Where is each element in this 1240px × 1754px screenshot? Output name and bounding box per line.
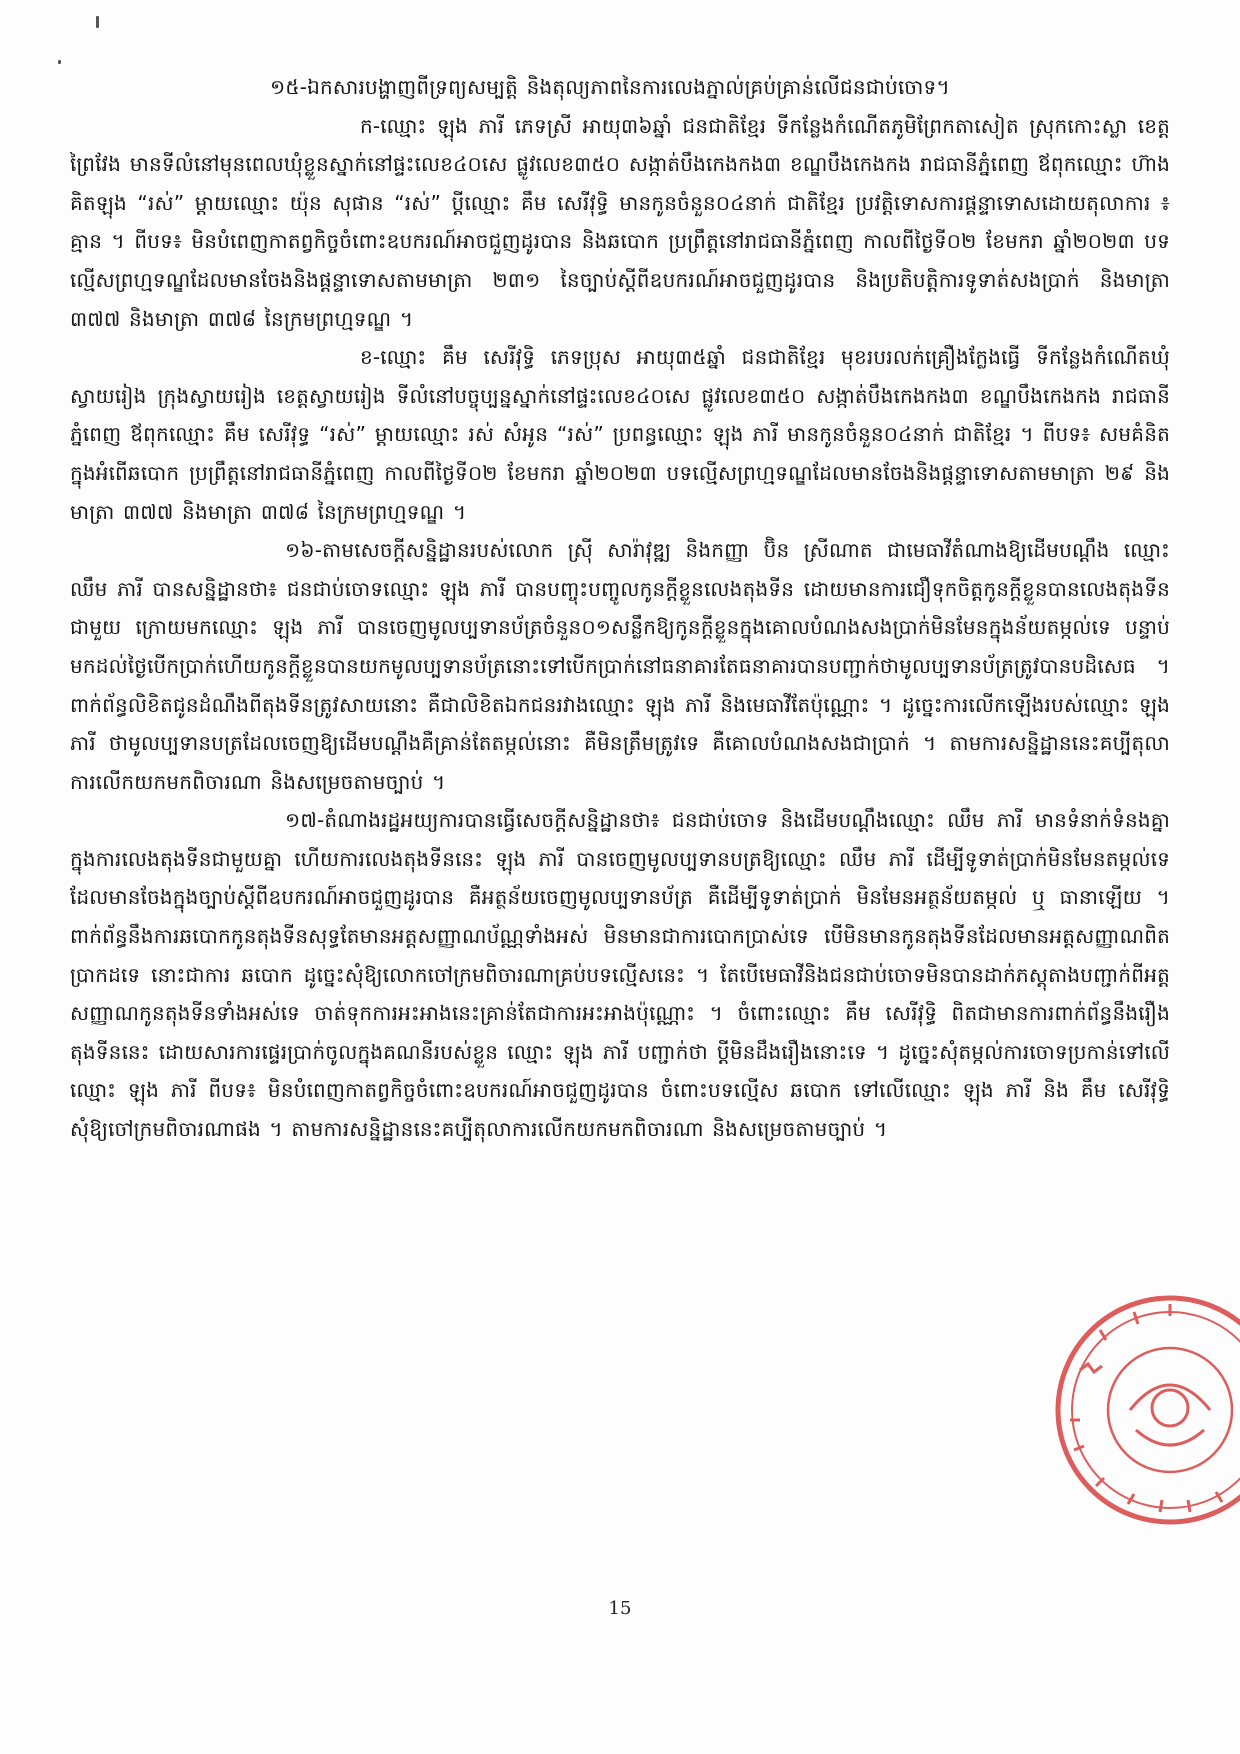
official-seal-stamp: [1040, 1290, 1240, 1530]
paragraph-15-heading: ១៥-ឯកសារបង្ហាញពីទ្រព្យសម្បត្តិ និងតុល្យភាពនៃការលេងភ្នាល់គ្រប់គ្រាន់លើជនជាប់ចោទ។: [270, 75, 950, 99]
paragraph-17: ១៧-តំណាងរដ្ឋអយ្យការបានធ្វើសេចក្តីសន្និដ្ឋានថា៖ ជនជាប់ចោទ និងដើមបណ្តឹងឈ្មោះ ឈឹម ភារី មានទំនាក់ទំនងគ្នាក្នុងការលេងតុងទីនជាមួយគ្នា ហើយការលេងតុងទីននេះ ឡុង ភារី បានចេញមូលប្បទានបត្រឱ្យឈ្មោះ ឈឹម ភារី ដើម្បីទូទាត់ប្រាក់មិនមែនតម្កល់ទេ ដែលមានចែងក្នុងច្បាប់ស្តីពីឧបករណ៍អាចជួញដូរបាន គឺអត្ថន័យចេញមូលប្បទានប័ត្រ គឺដើម្បីទូទាត់ប្រាក់ មិនមែនអត្ថន័យតម្កល់ ឬ ធានាឡើយ ។ ពាក់ព័ន្ធនឹងការឆបោកកូនតុងទីនសុទ្ធតែមានអត្តសញ្ញាណប័ណ្ណទាំងអស់ មិនមានជាការបោកប្រាស់ទេ បើមិនមានកូនតុងទីនដែលមានអត្តសញ្ញាណពិតប្រាកដទេ នោះជាការ ឆបោក ដូច្នេះសុំឱ្យលោកចៅក្រមពិចារណាគ្រប់បទល្មើសនេះ ។ តែបើមេធាវីនិងជនជាប់ចោទមិនបានដាក់ភស្តុតាងបញ្ជាក់ពីអត្តសញ្ញាណកូនតុងទីនទាំងអស់ទេ ចាត់ទុកការអះអាងនេះគ្រាន់តែជាការអះអាងប៉ុណ្ណោះ ។ ចំពោះឈ្មោះ គឹម សេរីវុទ្ធិ ពិតជាមានការពាក់ព័ន្ធនឹងរឿងតុងទីននេះ ដោយសារការផ្ទេរប្រាក់ចូលក្នុងគណនីរបស់ខ្លួន ឈ្មោះ ឡុង ភារី បញ្ជាក់ថា ប្តីមិនដឹងរឿងនោះទេ ។ ដូច្នេះសុំតម្កល់ការចោទប្រកាន់ទៅលើឈ្មោះ ឡុង ភារី ពីបទ៖ មិនបំពេញកាតព្វកិច្ចចំពោះឧបករណ៍អាចជួញដូរបាន ចំពោះបទល្មើស ឆបោក ទៅលើឈ្មោះ ឡុង ភារី និង គឹម សេរីវុទ្ធិ សុំឱ្យចៅក្រមពិចារណាផង ។ តាមការសន្និដ្ឋាននេះគប្បីតុលាការលើកយកមកពិចារណា និងសម្រេចតាមច្បាប់ ។: [70, 808, 1170, 1142]
paragraph-15b: ខ-ឈ្មោះ គឹម សេរីវុទ្ធិ ភេទប្រុស អាយុ៣៥ឆ្នាំ ជនជាតិខ្មែរ មុខរបរលក់គ្រឿងក្លែងធ្វើ ទីកន្លែងកំណើតឃុំ ស្វាយរៀង ក្រុងស្វាយរៀង ខេត្តស្វាយរៀង ទីលំនៅបច្ចុប្បន្នស្នាក់នៅផ្ទះលេខ៤០សេ ផ្លូវលេខ៣៥០ សង្កាត់បឹងកេងកង៣ ខណ្ឌបឹងកេងកង រាជធានីភ្នំពេញ ឪពុកឈ្មោះ គឹម សេរីវុទ្ធ “រស់” ម្ដាយឈ្មោះ រស់ សំអូន “រស់” ប្រពន្ធឈ្មោះ ឡុង ភារី មានកូនចំនួន០៤នាក់ ជាតិខ្មែរ ។ ពីបទ៖ សមគំនិតក្នុងអំពើឆបោក ប្រព្រឹត្តនៅរាជធានីភ្នំពេញ កាលពីថ្ងៃទី០២ ខែមករា ឆ្នាំ២០២៣ បទល្មើសព្រហ្មទណ្ឌដែលមានចែងនិងផ្តន្ទាទោសតាមមាត្រា ២៩ និងមាត្រា ៣៧៧ និងមាត្រា ៣៧៨ នៃក្រមព្រហ្មទណ្ឌ ។: [70, 345, 1170, 524]
scan-mark: [96, 16, 99, 28]
scan-mark: [58, 60, 61, 64]
paragraph-16: ១៦-តាមសេចក្តីសន្និដ្ឋានរបស់លោក ស្រ៊ី សារ៉ាវុឌ្ឍ និងកញ្ញា ប៊ិន ស្រីណាត ជាមេធាវីតំណាងឱ្យដើមបណ្តឹង ឈ្មោះ ឈឹម ភារី បានសន្និដ្ឋានថា៖ ជនជាប់ចោទឈ្មោះ ឡុង ភារី បានបញ្ចុះបញ្ចូលកូនក្តីខ្លួនលេងតុងទីន ដោយមានការជឿទុកចិត្តកូនក្តីខ្លួនបានលេងតុងទីនជាមួយ ក្រោយមកឈ្មោះ ឡុង ភារី បានចេញមូលប្បទានប័ត្រចំនួន០១សន្លឹកឱ្យកូនក្តីខ្លួនក្នុងគោលបំណងសងប្រាក់មិនមែនក្នុងន័យតម្កល់ទេ បន្ទាប់មកដល់ថ្ងៃបើកប្រាក់ហើយកូនក្តីខ្លួនបានយកមូលប្បទានប័ត្រនោះទៅបើកប្រាក់នៅធនាគារតែធនាគារបានបញ្ជាក់ថាមូលប្បទានប័ត្រត្រូវបានបដិសេធ ។ ពាក់ព័ន្ធលិខិតជូនដំណឹងពីតុងទីនត្រូវសាយនោះ គឺជាលិខិតឯកជនរវាងឈ្មោះ ឡុង ភារី និងមេធាវីតែប៉ុណ្ណោះ ។ ដូច្នេះការលើកឡើងរបស់ឈ្មោះ ឡុង ភារី ថាមូលប្បទានបត្រដែលចេញឱ្យដើមបណ្តឹងគឺគ្រាន់តែតម្កល់នោះ គឺមិនត្រឹមត្រូវទេ គឺគោលបំណងសងជាប្រាក់ ។ តាមការសន្និដ្ឋាននេះគប្បីតុលាការលើកយកមកពិចារណា និងសម្រេចតាមច្បាប់ ។: [70, 538, 1170, 794]
paragraph-15a: ក-ឈ្មោះ ឡុង ភារី ភេទស្រី អាយុ៣៦ឆ្នាំ ជនជាតិខ្មែរ ទីកន្លែងកំណើតភូមិព្រែកតាសៀត ស្រុកកោះស្លា ខេត្តព្រៃវែង មានទីលំនៅមុនពេលឃុំខ្លួនស្នាក់នៅផ្ទះលេខ៤០សេ ផ្លូវលេខ៣៥០ សង្កាត់បឹងកេងកង៣ ខណ្ឌបឹងកេងកង រាជធានីភ្នំពេញ ឪពុកឈ្មោះ ហ៊ាង គិតឡុង “រស់” ម្ដាយឈ្មោះ យ៉ុន សុផាន “រស់” ប្ដីឈ្មោះ គឹម សេរីវុទ្ធិ មានកូនចំនួន០៤នាក់ ជាតិខ្មែរ ប្រវត្តិទោសការផ្តន្ទាទោសដោយតុលាការ ៖ គ្មាន ។ ពីបទ៖ មិនបំពេញកាតព្វកិច្ចចំពោះឧបករណ៍អាចជួញដូរបាន និងឆបោក ប្រព្រឹត្តនៅរាជធានីភ្នំពេញ កាលពីថ្ងៃទី០២ ខែមករា ឆ្នាំ២០២៣ បទល្មើសព្រហ្មទណ្ឌដែលមានចែងនិងផ្តន្ទាទោសតាមមាត្រា ២៣១ នៃច្បាប់ស្ដីពីឧបករណ៍អាចជួញដូរបាន និងប្រតិបត្តិការទូទាត់សងប្រាក់ និងមាត្រា ៣៧៧ និងមាត្រា ៣៧៨ នៃក្រមព្រហ្មទណ្ឌ ។: [70, 113, 1170, 331]
document-body: [70, 68, 1170, 1149]
page-number: 15: [608, 1598, 632, 1619]
